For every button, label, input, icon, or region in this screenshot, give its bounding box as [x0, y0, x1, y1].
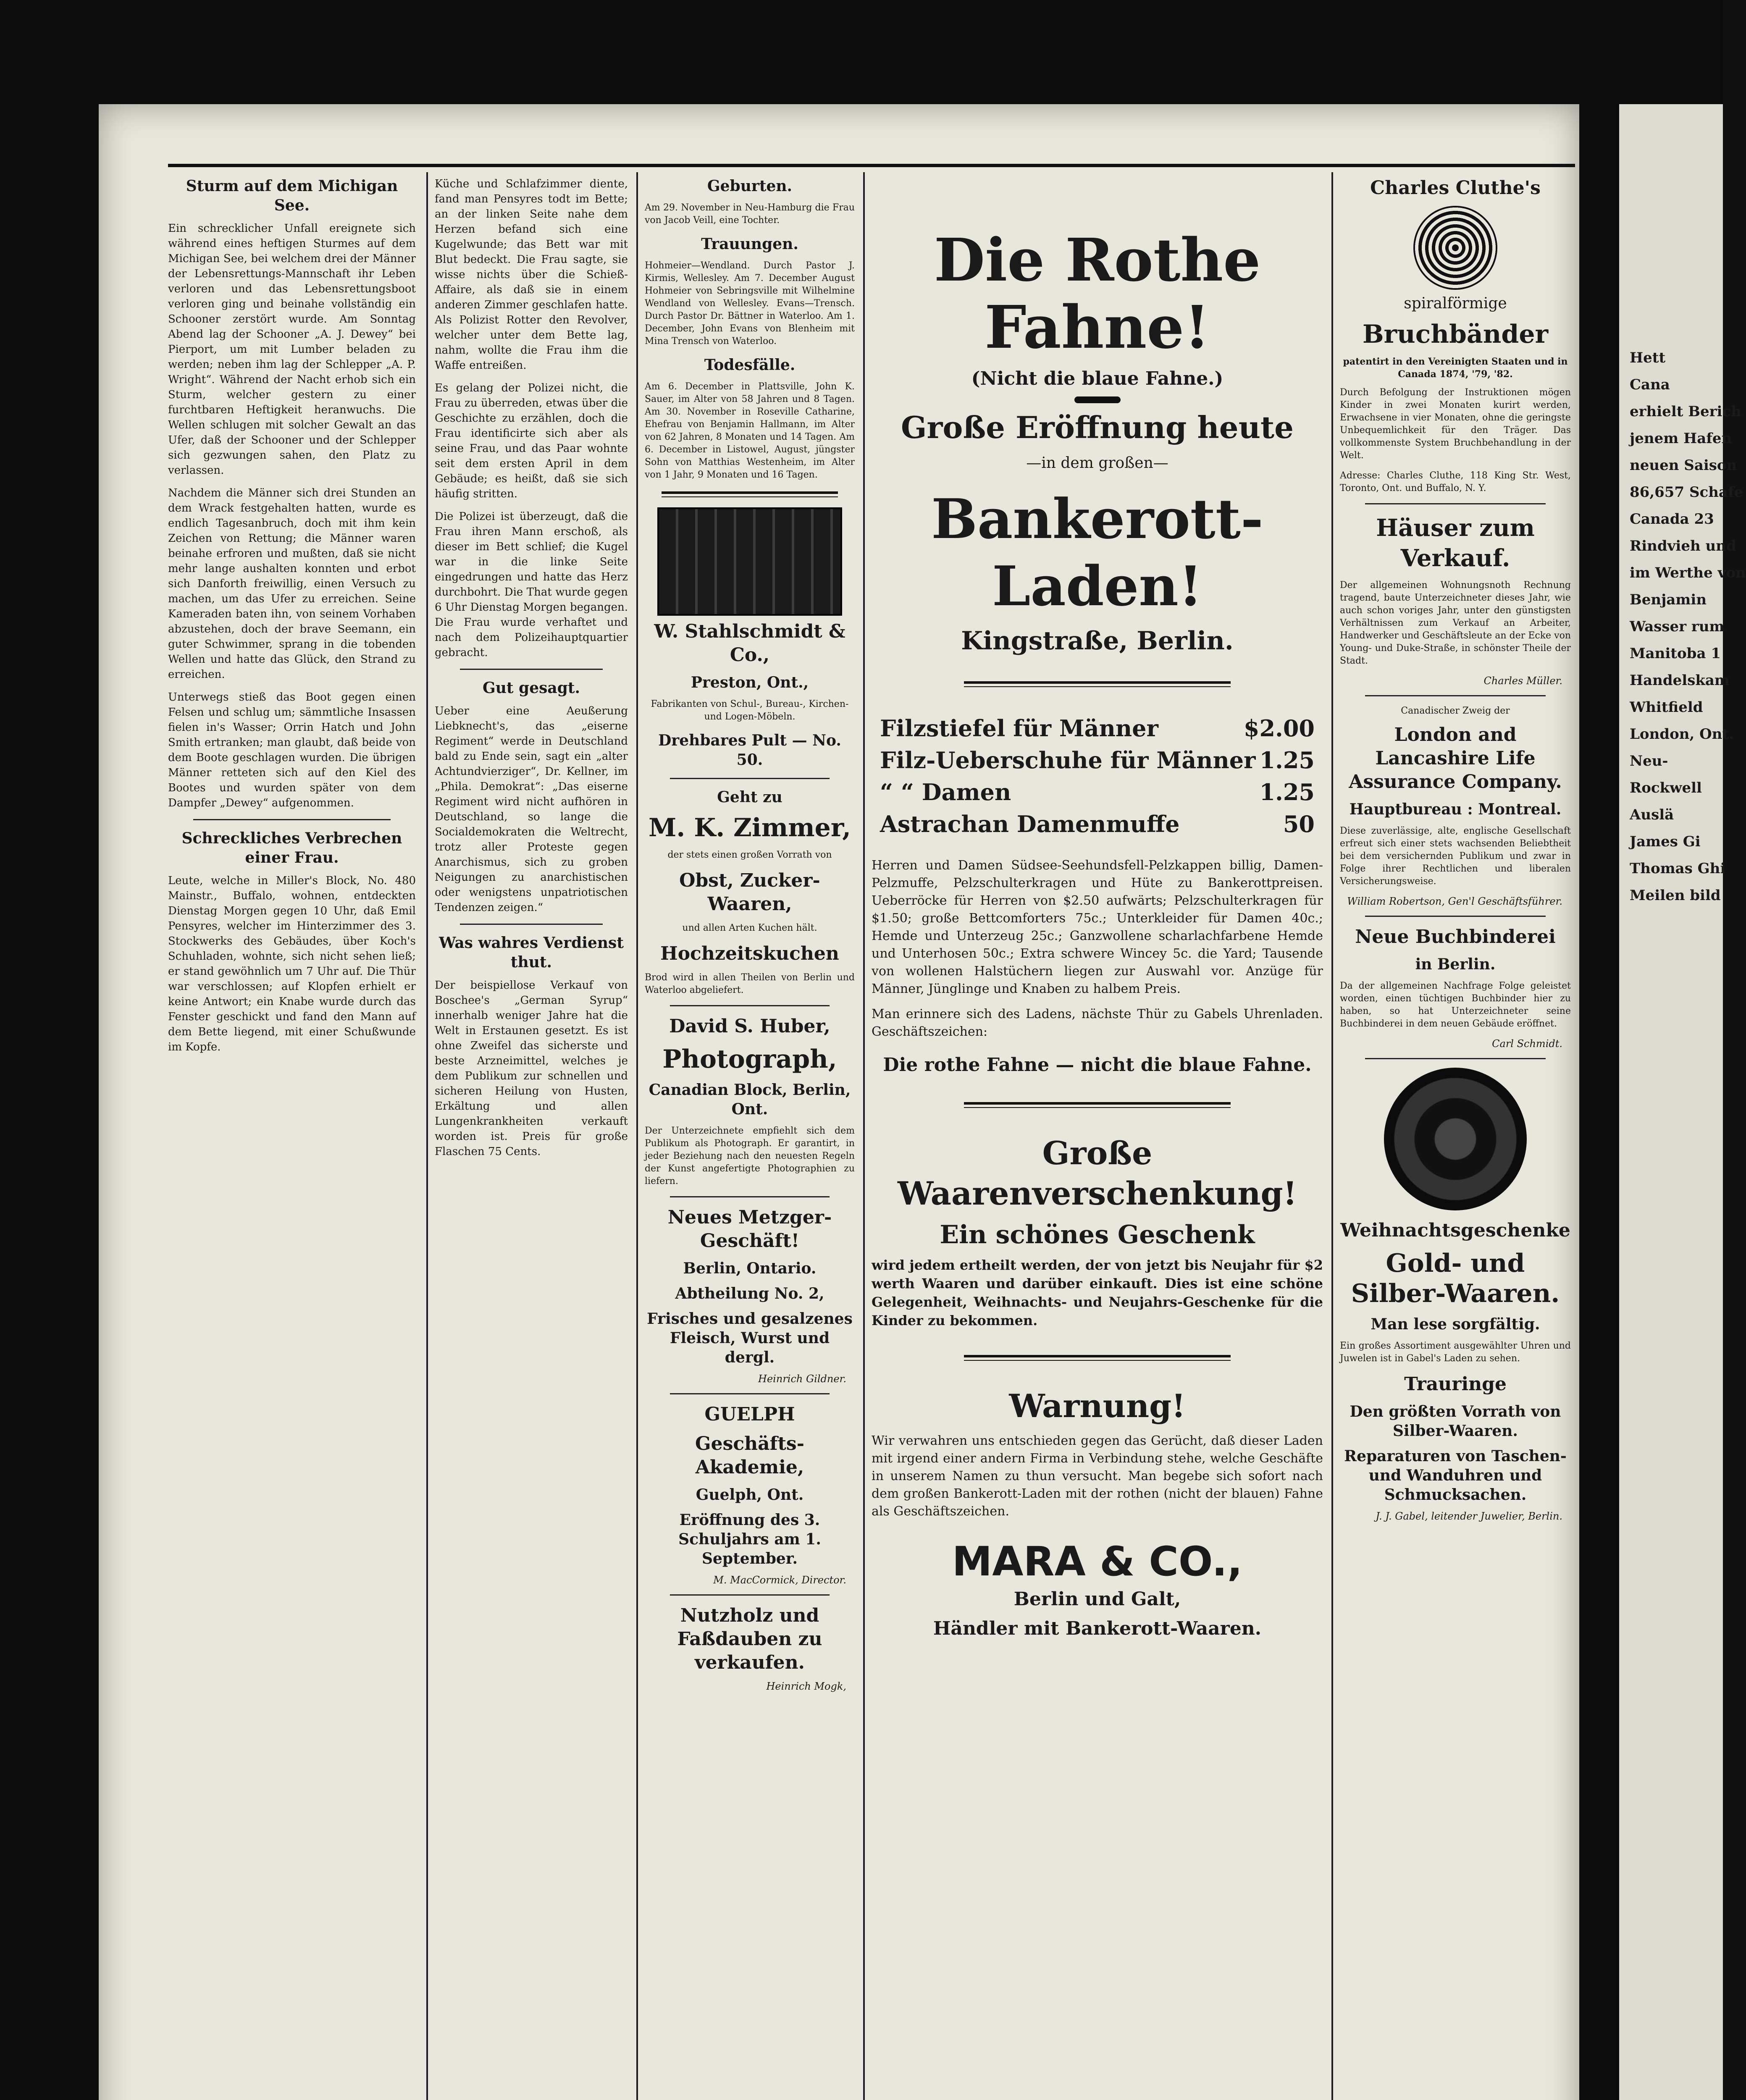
ornament — [1074, 396, 1121, 403]
article-text: Es gelang der Polizei nicht, die Frau zu überreden, etwas über die Geschichte zu erzählen, doch die Frau identificirte sich aber als seine Frau, und das Paar wohnte seit dem ersten April in dem Gebäude; es heißt, daß sie sich häufig stritten. — [435, 382, 628, 500]
price-value: 1.25 — [1259, 747, 1315, 774]
warning-headline: Warnung! — [1009, 1387, 1186, 1425]
section-heading: Geburten. — [707, 177, 793, 195]
fragment-line: Wasser rum — [1630, 618, 1725, 635]
firm-name: MARA & CO., — [952, 1538, 1243, 1585]
ad-signature: M. MacCormick, Director. — [713, 1574, 846, 1586]
section-heading: Trauungen. — [701, 235, 798, 253]
truss-illustration — [1413, 206, 1497, 290]
column-3 — [645, 176, 855, 2100]
gift-text: wird jedem ertheilt werden, der von jetzt bis Neujahr für $2 werth Waaren und darüber einkauft. Dies ist eine schöne Gelegenheit, Weihnachts- und Neujahrs-Geschenke für die Kinder zu bekommen. — [872, 1257, 1323, 1328]
article-text: Nachdem die Männer sich drei Stunden an dem Wrack festgehalten hatten, wurde es endlich Tagesanbruch, doch mit ihm kein Zeichen von Rettung; die Männer waren beinahe erfroren und mußten, daß sie nicht mehr lange aushalten konnten und erbot sich Danforth freiwillig, einen Versuch zu machen, um das Ufer zu erreichen. Seine Kameraden baten ihn, von seinem Vorhaben abzustehen, doch der brave Seemann, ein guter Schwimmer, sprang in die tobenden Wellen und hatte das Glück, den Strand zu erreichen. — [168, 487, 416, 681]
divider — [670, 1594, 830, 1596]
section-heading: Todesfälle. — [704, 356, 796, 374]
column-2 — [435, 176, 628, 2100]
ad-title: Neues Metzger-Geschäft! — [667, 1207, 832, 1252]
article-headline: Schreckliches Verbrechen einer Frau. — [181, 830, 402, 866]
fragment-line: Rindvieh und — [1630, 538, 1736, 554]
ad-address: Adresse: Charles Cluthe, 118 King Str. West, Toronto, Ont. und Buffalo, N. Y. — [1340, 470, 1571, 494]
ad-text: Fabrikanten von Schul-, Bureau-, Kirchen- und Logen-Möbeln. — [651, 699, 849, 722]
ad-title: Nutzholz und Faßdauben zu verkaufen. — [677, 1605, 822, 1673]
article-headline: Sturm auf dem Michigan See. — [186, 177, 398, 214]
ad-goods: Obst, Zucker-Waaren, — [679, 870, 820, 915]
advertiser-name: Charles Cluthe's — [1370, 177, 1541, 199]
divider — [193, 819, 391, 820]
top-rule — [168, 164, 1575, 167]
desk-illustration — [657, 507, 842, 616]
ad-text: Der allgemeinen Wohnungsnoth Rechnung tragend, baute Unterzeichneter dieses Jahr, wie auch schon voriges Jahr, unter den günstigsten Verhältnissen zum Verkauf an Arbeiter, Handwerker und Geschäftsleute an der Ecke von Young- und Duke-Straße, in schönster Theile der Stadt. — [1340, 580, 1571, 666]
divider — [670, 1393, 830, 1394]
notice-text: Hohmeier—Wendland. Durch Pastor J. Kirmis, Wellesley. Am 7. December August Hohmeier von Sebringsville mit Wilhelmine Wendland von Wellesley. Evans—Trensch. Durch Pastor Dr. Bättner in Waterloo. Am 1. December, John Evans von Blenheim mit Mina Trensch von Waterloo. — [645, 260, 855, 346]
ad-subtitle: spiralförmige — [1404, 295, 1507, 312]
article-text: Ueber eine Aeußerung Liebknecht's, das „eiserne Regiment“ werde in Deutschland bald zu Ende sein, sagt ein „alter Achtundvierziger“, Dr. Kellner, im „Phila. Demokrat“: „Das eiserne Regiment wird nicht aufhören in Deutschland, so lange die Socialdemokraten die Weltrecht, trotz aller Proteste gegen Anarchismus, sich zu groben Neigungen zu anarchistischen oder wenigstens unpatriotischen Tendenzen zeigen.“ — [435, 705, 628, 914]
column-rule — [636, 172, 638, 2100]
ad-text: Ein großes Assortiment ausgewählter Uhren und Juwelen ist in Gabel's Laden zu sehen. — [1340, 1341, 1571, 1364]
ad-title: Photograph, — [662, 1045, 837, 1074]
fragment-line: Thomas Ghi — [1630, 860, 1726, 877]
fragment-line: Handelskam — [1630, 672, 1730, 689]
price-item: Filzstiefel für Männer — [880, 715, 1158, 742]
price-item: Astrachan Damenmuffe — [880, 811, 1180, 837]
ad-place: Guelph, Ont. — [696, 1486, 804, 1504]
divider — [460, 924, 603, 925]
ad-title: Geschäfts-Akademie, — [695, 1433, 804, 1478]
fragment-line: London, Ont. — [1630, 726, 1734, 743]
fragment-line: Neu- — [1630, 753, 1668, 769]
ad-signature: Heinrich Mogk, — [766, 1680, 846, 1692]
ad-title: Häuser zum Verkauf. — [1376, 514, 1535, 572]
fragment-line: Cana — [1630, 376, 1670, 393]
firm-description: Händler mit Bankerott-Waaren. — [933, 1618, 1262, 1639]
advertiser-place: Preston, Ont., — [691, 674, 809, 691]
fragment-line: Whitfield — [1630, 699, 1703, 716]
fragment-line: Manitoba 1 — [1630, 645, 1721, 662]
fragment-line: jenem Hafen — [1630, 430, 1732, 447]
fragment-line: Rockwell — [1630, 780, 1702, 796]
ad-read: Man lese sorgfältig. — [1371, 1315, 1540, 1333]
divider — [1365, 916, 1546, 917]
column-1 — [168, 176, 416, 2100]
ad-special: Hochzeitskuchen — [660, 943, 839, 964]
ad-head: Canadischer Zweig der — [1401, 706, 1510, 716]
ad-place: in Berlin. — [1415, 956, 1496, 973]
ad-signature: Heinrich Gildner. — [758, 1373, 846, 1385]
ad-text: Brod wird in allen Theilen von Berlin und Waterloo abgeliefert. — [645, 972, 855, 995]
ad-head: Weihnachtsgeschenke — [1340, 1220, 1570, 1241]
seal-illustration — [1384, 1068, 1527, 1210]
ad-text: Durch Befolgung der Instruktionen mögen Kinder in zwei Monaten kurirt werden, Erwachsene in vier Monaten, ohne die geringste Unbequemlichkeit für den Träger. Das vollkommenste System Bruchbehandlung in der Welt. — [1340, 387, 1571, 461]
ad-silver: Den größten Vorrath von Silber-Waaren. — [1350, 1403, 1561, 1440]
column-5 — [1340, 176, 1571, 2100]
gift-headline: Große Waarenverschenkung! — [897, 1134, 1297, 1212]
right-page-column — [1630, 344, 1746, 2100]
divider — [1365, 1058, 1546, 1059]
column-rule — [1331, 172, 1333, 2100]
price-row — [880, 808, 1315, 840]
ad-title: London and Lancashire Life Assurance Company. — [1349, 724, 1562, 793]
column-rule — [426, 172, 428, 2100]
price-item: Filz-Ueberschuhe für Männer — [880, 747, 1256, 774]
ad-rings: Trauringe — [1404, 1373, 1507, 1395]
fragment-line: Hett — [1630, 349, 1666, 366]
fragment-line: neuen Saison — [1630, 457, 1737, 474]
price-item: “ “ Damen — [880, 779, 1011, 806]
ad-city: GUELPH — [704, 1404, 795, 1425]
ad-text: der stets einen großen Vorrath von — [667, 850, 832, 860]
ad-text: und allen Arten Kuchen hält. — [682, 923, 817, 933]
fragment-line: 86,657 Schafe — [1630, 484, 1743, 501]
fragment-line: Canada 23 — [1630, 511, 1714, 528]
flag-line: Die rothe Fahne — nicht die blaue Fahne. — [883, 1054, 1312, 1076]
price-row — [880, 744, 1315, 776]
price-value: $2.00 — [1243, 715, 1315, 742]
article-text: Der beispiellose Verkauf von Boschee's „German Syrup“ innerhalb weniger Jahre hat die Welt in Erstaunen gesetzt. Es ist ohne Zweifel das sicherste und beste Arzneimittel, welches je dem Publikum zur schnellen und sicheren Heilung von Husten, Erkältung und allen Lungenkrankheiten verkauft worden ist. Preis für große Flaschen 75 Cents. — [435, 979, 628, 1158]
store-name: Bankerott-Laden! — [931, 487, 1263, 618]
divider — [460, 669, 603, 670]
ad-intro: Geht zu — [717, 788, 782, 806]
divider — [964, 1102, 1231, 1108]
advertiser-name: David S. Huber, — [669, 1016, 830, 1037]
divider — [1365, 695, 1546, 696]
notice-text: Am 29. November in Neu-Hamburg die Frau von Jacob Veill, eine Tochter. — [645, 202, 855, 226]
ad-signature: Carl Schmidt. — [1492, 1038, 1562, 1050]
ad-office: Hauptbureau : Montreal. — [1349, 801, 1562, 818]
gift-subtitle: Ein schönes Geschenk — [940, 1220, 1255, 1250]
ad-opening: Eröffnung des 3. Schuljahrs am 1. September. — [678, 1511, 821, 1567]
ad-text: Da der allgemeinen Nachfrage Folge geleistet worden, einen tüchtigen Buchbinder hier zu haben, so hat Unterzeichneter seine Buchbinderei in dem neuen Gebäude eröffnet. — [1340, 981, 1571, 1029]
article-text: Küche und Schlafzimmer diente, fand man Pensyres todt im Bette; an der linken Seite nahe dem Herzen befand sich eine Kugelwunde; das Bett war mit Blut bedeckt. Die Frau sagte, sie wisse nichts über die Schieß-Affaire, als daß sie in einem anderen Zimmer geschlafen hatte. Als Polizist Rotter den Revolver, welcher unter dem Bette lag, nahm, wollte die Frau ihm die Waffe entreißen. — [435, 178, 628, 372]
divider — [670, 1196, 830, 1197]
ad-place: Berlin, Ontario. — [683, 1260, 817, 1277]
article-headline: Gut gesagt. — [482, 679, 580, 697]
price-value: 1.25 — [1259, 779, 1315, 806]
ad-text: Diese zuverlässige, alte, englische Gesellschaft erfreut sich einer stets wachsenden Beliebtheit bei dem versichernden Publikum und zwar in Folge ihrer Rechtlichen und liberalen Versicherungsweise. — [1340, 826, 1571, 887]
divider — [964, 681, 1231, 687]
ad-signature: J. J. Gabel, leitender Juwelier, Berlin. — [1376, 1510, 1562, 1522]
ad-signature: Charles Müller. — [1483, 675, 1562, 687]
ad-body: Herren und Damen Südsee-Seehundsfell-Pelzkappen billig, Damen-Pelzmuffe, Pelzschulterkragen und Hüte zu Bankerottpreisen. Ueberröcke für Herren von $2.50 aufwärts; Pelzschulterkragen für $1.50; große Bettcomforters 75c.; Unterkleider für Damen 40c.; Hemde und Unterzeug 25c.; Ganzwollene scharlachfarbene Hemde und Unterhosen 50c.; Extra schwere Wincey 5c. die Yard; Tausende von wollenen Halstüchern liegen zur Auswahl vor. Anzüge für Männer, Jünglinge und Knaben zu halbem Preis. — [872, 858, 1323, 996]
notice-text: Am 6. December in Plattsville, John K. Sauer, im Alter von 58 Jahren und 8 Tagen. Am 30. November in Roseville Catharine, Ehefrau von Benjamin Hallmann, im Alter von 62 Jahren, 8 Monaten und 14 Tagen. Am 6. December in Listowel, August, jüngster Sohn von Matthias Westenheim, im Alter von 1 Jahr, 9 Monaten und 16 Tagen. — [645, 381, 855, 480]
fragment-line: Meilen bild — [1630, 887, 1721, 904]
ad-title: Gold- und Silber-Waaren. — [1351, 1249, 1560, 1308]
ad-title: Neue Buchbinderei — [1355, 926, 1556, 948]
divider — [670, 1005, 830, 1006]
price-row — [880, 712, 1315, 744]
ad-remember: Man erinnere sich des Ladens, nächste Thür zu Gabels Uhrenladen. Geschäftszeichen: — [872, 1007, 1323, 1039]
ad-repair: Reparaturen von Taschen- und Wanduhren und Schmucksachen. — [1344, 1447, 1567, 1504]
fragment-line: erhielt Berich — [1630, 403, 1741, 420]
fragment-line: Benjamin — [1630, 591, 1707, 608]
price-row — [880, 776, 1315, 808]
ad-intro: —in dem großen— — [1026, 454, 1168, 472]
divider — [662, 491, 838, 497]
ad-patent: patentirt in den Vereinigten Staaten und in Canada 1874, '79, '82. — [1343, 356, 1568, 380]
fragment-line: im Werthe von — [1630, 564, 1746, 581]
column-rule — [863, 172, 865, 2100]
price-list — [872, 712, 1323, 840]
article-headline: Was wahres Verdienst thut. — [439, 934, 624, 971]
divider — [964, 1355, 1231, 1361]
ad-title: Bruchbänder — [1362, 320, 1549, 349]
article-text: Leute, welche in Miller's Block, No. 480 Mainstr., Buffalo, wohnen, entdeckten Dienstag Morgen gegen 10 Uhr, daß Emil Pensyres, welcher im Hinterzimmer des 3. Stockwerks des Gebäudes, über Koch's Schuhladen, wohnte, sich nicht sehen ließ; er stand gewöhnlich um 7 Uhr auf. Die Thür war verschlossen; auf Klopfen erhielt er keine Antwort; ein Knabe wurde durch das Fenster geschickt und fand den Mann auf dem Bette liegend, mit einer Schußwunde im Kopfe. — [168, 874, 416, 1053]
advertiser-name: M. K. Zimmer, — [649, 813, 851, 843]
ad-signature: William Robertson, Gen'l Geschäftsführer. — [1347, 895, 1562, 907]
store-street: Kingstraße, Berlin. — [961, 626, 1234, 656]
ad-item: Drehbares Pult — No. 50. — [658, 732, 841, 769]
ad-dept: Abtheilung No. 2, — [675, 1285, 824, 1302]
firm-place: Berlin und Galt, — [1013, 1588, 1181, 1610]
divider — [670, 778, 830, 779]
article-text: Unterwegs stieß das Boot gegen einen Felsen und schlug um; sämmtliche Insassen fielen in's Wasser; Orrin Hatch und John Smith ertranken; man glaubt, daß beide von dem Boote geschlagen wurden. Die übrigen Männer retteten sich auf den Kiel des Bootes und wurden später von dem Dampfer „Dewey“ aufgenommen. — [168, 691, 416, 809]
price-value: 50 — [1283, 811, 1315, 837]
article-text: Die Polizei ist überzeugt, daß die Frau ihren Mann erschoß, als dieser im Bett schlief; die Kugel war in die linke Seite eingedrungen und hatte das Herz durchbohrt. Die That wurde gegen 6 Uhr Dienstag Morgen begangen. Die Frau wurde verhaftet und nach dem Polizeihauptquartier gebracht. — [435, 510, 628, 659]
warning-text: Wir verwahren uns entschieden gegen das Gerücht, daß dieser Laden mit irgend einer andern Firma in Verbindung stehe, welche Geschäfte in unserem Namen zu thun versucht. Man begebe sich sofort nach dem großen Bankerott-Laden mit der rothen (nicht der blauen) Fahne als Geschäftszeichen. — [872, 1433, 1323, 1519]
ad-goods: Frisches und gesalzenes Fleisch, Wurst und dergl. — [647, 1310, 853, 1366]
advertiser-name: W. Stahlschmidt & Co., — [654, 621, 845, 666]
ad-headline: Die Rothe Fahne! — [934, 226, 1261, 362]
article-text: Ein schrecklicher Unfall ereignete sich während eines heftigen Sturmes auf dem Michigan See, bei welchem drei der Männer der Lebensrettungs-Mannschaft ihr Leben verloren und das Lebensrettungsboot verloren ging und beinahe vollständig ein Schooner zerstört wurde. Am Sonntag Abend lag der Schooner „A. J. Dewey“ bei Pierport, um mit Lumber beladen zu werden; neben ihm lag der Schlepper „A. P. Wright“. Während der Nacht erhob sich ein Sturm, welcher gestern zu einer furchtbaren Heftigkeit heranwuchs. Die Wellen schlugen mit solcher Gewalt an das Ufer, daß der Schooner und der Schlepper sich gezwungen sahen, den Platz zu verlassen. — [168, 222, 416, 477]
ad-subtitle: (Nicht die blaue Fahne.) — [971, 368, 1224, 389]
ad-address: Canadian Block, Berlin, Ont. — [649, 1081, 851, 1118]
main-advertisement — [872, 176, 1323, 2100]
fragment-line: Auslä — [1630, 806, 1674, 823]
fragment-line: James Gi — [1630, 833, 1701, 850]
ad-text: Der Unterzeichnete empfiehlt sich dem Publikum als Photograph. Er garantirt, in jeder Beziehung nach den neuesten Regeln der Kunst angefertigte Photographien zu liefern. — [645, 1126, 855, 1186]
divider — [1365, 503, 1546, 504]
ad-opening: Große Eröffnung heute — [901, 410, 1294, 445]
